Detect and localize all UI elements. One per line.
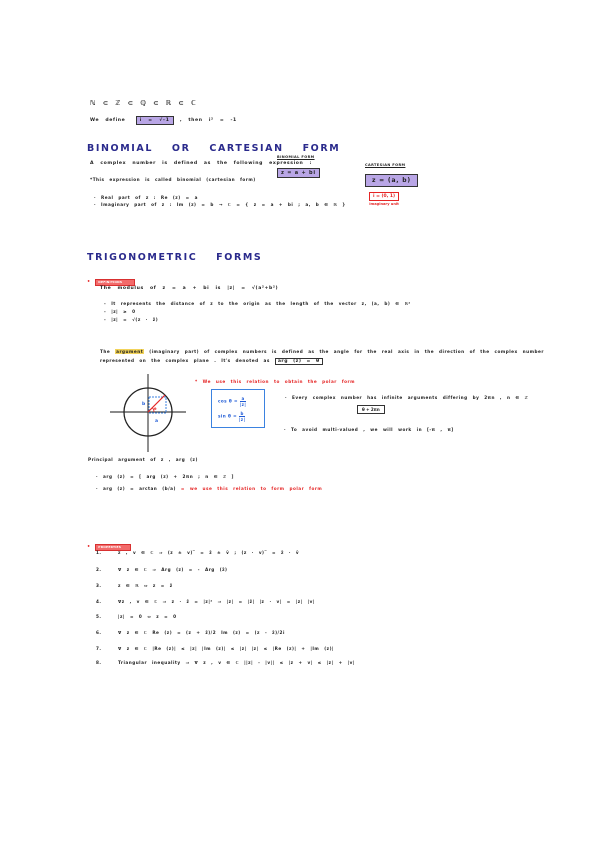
modulus-point-2: - |z| ≥ 0 <box>104 309 136 314</box>
property-num: 7. <box>96 646 102 651</box>
properties-tag: PROPERTIES <box>95 544 131 551</box>
label-theta: θ <box>154 407 157 411</box>
property-num: 5. <box>96 614 102 619</box>
sin-den: |z| <box>238 417 246 422</box>
argument-box: arg (z) = θ <box>275 358 323 365</box>
property-4 <box>96 599 315 604</box>
cos-relation <box>218 396 246 407</box>
cartesian-form-block <box>365 163 418 187</box>
imag-unit-block <box>369 192 399 206</box>
theta-box: θ + 2πn <box>357 405 385 414</box>
property-text: |z| = 0 ⇔ z = 0 <box>118 614 177 619</box>
property-text: ∀ z ∈ ℂ ⇒ Arg (z) = - Arg (z̄) <box>118 567 228 572</box>
modulus-point-3: - |z| = √(z · z̄) <box>104 317 159 322</box>
bullet-icon: • <box>87 544 91 550</box>
sin-num: b <box>240 411 244 416</box>
property-num: 6. <box>96 630 102 635</box>
property-8 <box>96 660 355 665</box>
modulus-point-1: - It represents the distance of z to the origin as the length of the vector z, (a, b) ∈ ℝ² <box>104 301 411 306</box>
property-2 <box>96 567 227 572</box>
every-complex-note: · Every complex number has infinite arguments differing by 2πn , n ∈ ℤ <box>285 395 529 400</box>
sin-relation <box>218 411 245 422</box>
property-num: 4. <box>96 599 102 604</box>
property-7 <box>96 646 334 651</box>
complex-plane-diagram <box>108 372 188 454</box>
sin-label: sin θ = <box>218 413 238 419</box>
cartesian-form-box: z = (a, b) <box>365 174 418 187</box>
property-num: 3. <box>96 583 102 588</box>
define-suffix: , then i² = -1 <box>179 118 237 123</box>
property-text: ∀ z ∈ ℂ Re (z) = (z + z̄)/2 Im (z) = (z - z̄)/2i <box>118 630 285 635</box>
property-5 <box>96 614 177 619</box>
bullet-icon: • <box>87 279 91 285</box>
relation-note: * We use this relation to obtain the polar form <box>195 379 355 384</box>
cos-label: cos θ = <box>218 398 238 404</box>
binomial-form-box: z = a + bi <box>277 168 320 178</box>
property-text: Triangular inequality ⇒ ∀ z , v ∈ ℂ ||z| - |v|| ≤ |z + v| ≤ |z| + |v| <box>118 660 355 665</box>
argument-line-1 <box>100 349 544 354</box>
principal-point-1: · arg (z) = [ arg (z) + 2πn ; n ∈ ℤ ] <box>96 474 234 479</box>
define-line <box>90 116 237 125</box>
binomial-intro: A complex number is defined as the following expression : <box>90 161 313 166</box>
binomial-form-block <box>277 155 320 178</box>
argument-line-2 <box>100 358 323 364</box>
modulus-line: The modulus of z = a + bi is |z| = √(a²+b²) <box>100 286 279 291</box>
property-text: z , v ∈ ℂ ⇒ (z ± v)‾ = z̄ ± v̄ ; (z · v)‾ = z̄ · v̄ <box>118 550 300 555</box>
cos-den: |z| <box>239 402 247 407</box>
binomial-called: *This expression is called binomial (cartesian form) <box>90 177 256 182</box>
argument-line2-text: represented on the complex plane . It's denoted as <box>100 358 270 363</box>
definitions-tag: DEFINITIONS <box>95 279 135 286</box>
property-num: 8. <box>96 660 102 665</box>
label-a: a <box>155 419 159 424</box>
cos-num: a <box>241 396 245 401</box>
principal-point-2 <box>96 486 322 491</box>
property-6 <box>96 630 285 635</box>
binomial-form-label: BINOMIAL FORM <box>277 155 315 159</box>
binomial-heading: BINOMIAL OR CARTESIAN FORM <box>87 143 341 154</box>
trig-relations-box <box>211 389 265 428</box>
label-b: b <box>142 402 146 407</box>
property-text: ∀z , v ∈ ℂ ⇒ z · z̄ = |z|² ⇒ |z| = |z̄| |z · v| = |z| |v| <box>118 599 315 604</box>
define-prefix: We define <box>90 118 126 123</box>
cartesian-form-label: CARTESIAN FORM <box>365 163 406 167</box>
definitions-tag-row <box>87 268 135 287</box>
principal-title: Principal argument of z , arg (z) <box>88 457 198 462</box>
imag-part-line: · Imaginary part of z : Im (z) = b → ℂ = { z = a + bi ; a, b ∈ ℝ } <box>94 202 346 207</box>
property-num: 2. <box>96 567 102 572</box>
number-sets-chain: ℕ ⊂ ℤ ⊂ ℚ ⊂ ℝ ⊂ ℂ <box>90 99 196 107</box>
argument-rest: (imaginary part) of complex numbers is defined as the angle for the real axis in the direction of the complex number <box>149 349 544 354</box>
property-num: 1. <box>96 550 102 555</box>
vector-line <box>148 395 165 412</box>
imag-unit-caption: imaginary unit <box>369 202 399 206</box>
argument-prefix: The <box>100 349 111 354</box>
avoid-multi-note: · To avoid multi-valued , we will work in [-π , π] <box>284 427 454 432</box>
property-text: ∀ z ∈ ℂ |Re (z)| ≤ |z| |Im (z)| ≤ |z| |z| ≤ |Re (z)| + |Im (z)| <box>118 646 335 651</box>
principal-note: = we use this relation to form polar form <box>180 486 323 491</box>
property-3 <box>96 583 173 588</box>
property-1 <box>96 550 299 555</box>
trig-heading: TRIGONOMETRIC FORMS <box>87 252 263 263</box>
imaginary-unit-box: i = √-1 <box>136 116 174 125</box>
property-text: z ∈ ℝ ⇔ z = z̄ <box>118 583 173 588</box>
imag-unit-box: i = (0, 1) <box>369 192 399 201</box>
real-part-line: · Real part of z : Re (z) = a <box>94 195 198 200</box>
argument-highlight: argument <box>116 349 144 354</box>
principal-point-2-text: · arg (z) = arctan (b/a) <box>96 486 176 491</box>
